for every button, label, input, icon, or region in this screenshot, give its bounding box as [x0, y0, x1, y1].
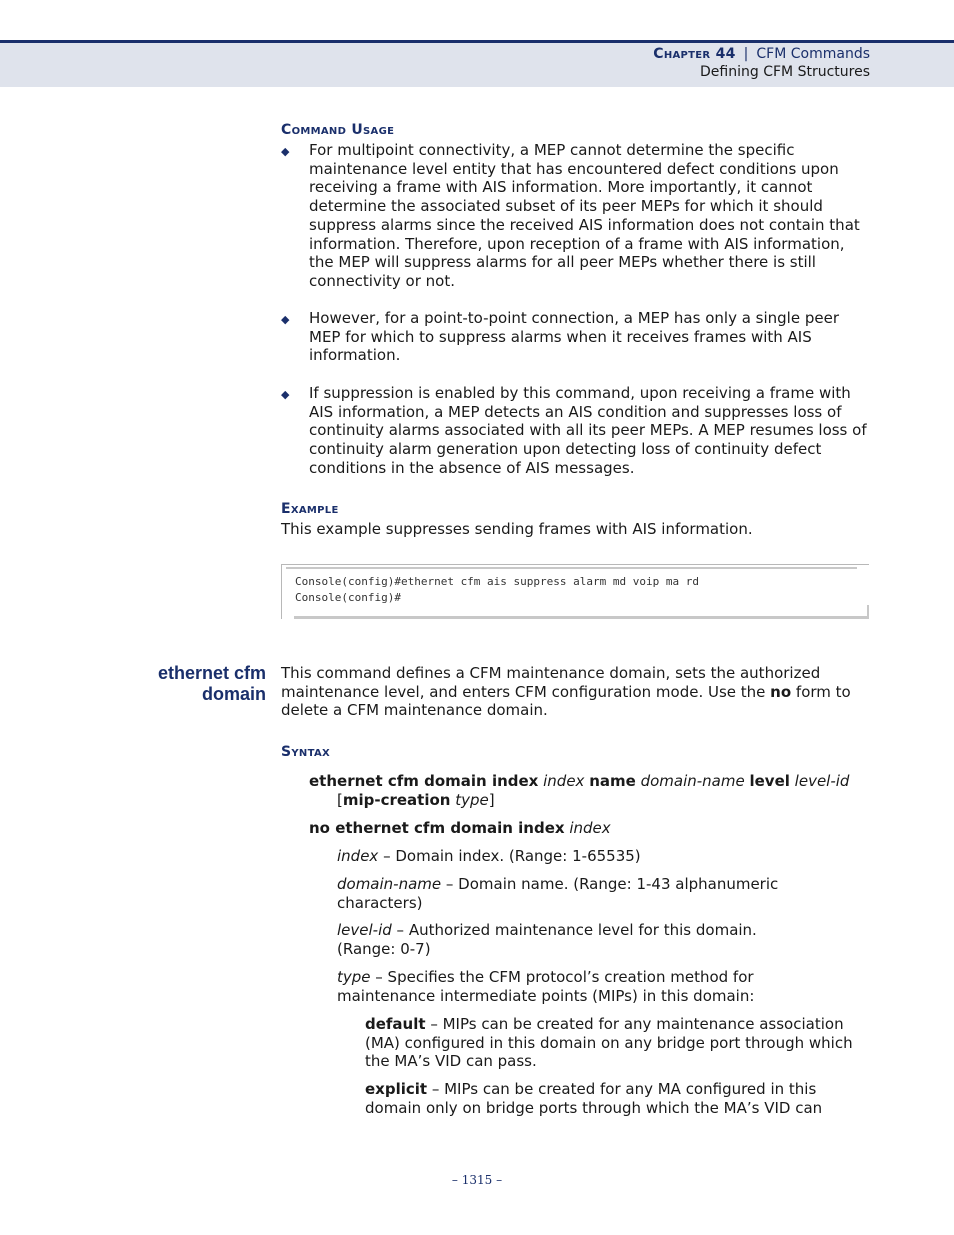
- usage-bullet-2: ◆ However, for a point-to-point connection, a MEP has only a single peer MEP for which to suppress alarms when it receives frames with AIS information.: [281, 309, 839, 365]
- command-title: ethernet cfm domain: [157, 663, 266, 704]
- syntax-heading: Syntax: [281, 744, 330, 760]
- code-line-2: Console(config)#: [295, 591, 401, 604]
- code-line-1: Console(config)#ethernet cfm ais suppress alarm md voip ma rd: [295, 575, 699, 588]
- code-box-bottom-rule: [294, 616, 869, 619]
- option-explicit: explicit – MIPs can be created for any MA configured in this domain only on bridge ports through which the MA’s VID can: [365, 1080, 823, 1117]
- usage-bullet-3: ◆ If suppression is enabled by this command, upon receiving a frame with AIS information, a MEP detects an AIS condition and suppresses loss of continuity alarms associated with all its peer MEPs. A MEP resumes loss of continuity alarm generation upon detecting loss of continuity defect conditions in the absence of AIS messages.: [281, 384, 867, 477]
- param-level-id: level-id – Authorized maintenance level for this domain. (Range: 0-7): [337, 921, 757, 958]
- param-domain-name: domain-name – Domain name. (Range: 1-43 alphanumeric characters): [337, 875, 779, 912]
- example-text: This example suppresses sending frames with AIS information.: [281, 520, 753, 538]
- diamond-bullet-icon: ◆: [281, 313, 290, 326]
- syntax-no-form: no ethernet cfm domain index index: [309, 819, 611, 837]
- section-label: CFM Commands: [756, 46, 870, 62]
- syntax-line-1: ethernet cfm domain index index name domain-name level level-id: [309, 772, 850, 790]
- chapter-label: Chapter 44: [653, 46, 736, 62]
- param-type: type – Specifies the CFM protocol’s creation method for maintenance intermediate points (MIPs) in this domain:: [337, 968, 755, 1005]
- code-box-top-rule: [286, 567, 857, 569]
- option-default: default – MIPs can be created for any maintenance association (MA) configured in this domain on any bridge port through which the MA’s VID can pass.: [365, 1015, 853, 1071]
- subsection-label: Defining CFM Structures: [700, 64, 870, 80]
- syntax-line-2: [mip-creation type]: [337, 791, 495, 809]
- code-box-right-rule: [867, 605, 869, 619]
- example-heading: Example: [281, 501, 339, 517]
- command-usage-heading: Command Usage: [281, 122, 395, 138]
- usage-bullet-1: ◆ For multipoint connectivity, a MEP cannot determine the specific maintenance level entity that has encountered defect conditions upon receiving a frame with AIS information. More importantly, it cannot determine the associated subset of its peer MEPs for which it should suppress alarms since the received AIS information does not contain that information. Therefore, upon reception of a frame with AIS information, the MEP will suppress alarms for all peer MEPs whether there is still connectivity or not.: [281, 141, 860, 290]
- header-separator: |: [743, 46, 749, 62]
- param-index: index – Domain index. (Range: 1-65535): [337, 847, 641, 865]
- command-description: This command defines a CFM maintenance domain, sets the authorized maintenance level, and enters CFM configuration mode. Use the no form to delete a CFM maintenance domain.: [281, 664, 851, 720]
- diamond-bullet-icon: ◆: [281, 145, 290, 158]
- running-header: [653, 45, 870, 81]
- code-example-box: [281, 564, 869, 619]
- diamond-bullet-icon: ◆: [281, 388, 290, 401]
- page-number: – 1315 –: [451, 1173, 503, 1187]
